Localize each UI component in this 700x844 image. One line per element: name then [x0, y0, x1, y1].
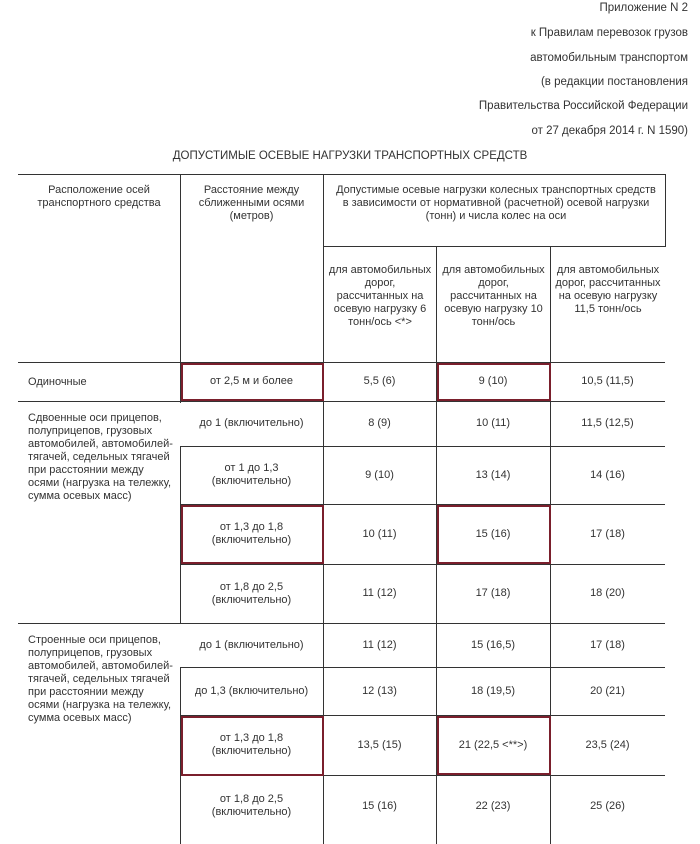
- col-header-allowed-loads: Допустимые осевые нагрузки колесных транспортных средств в зависимости от нормативной (расчетной) осевой нагрузки (тонн) и числа колес на оси: [336, 184, 656, 222]
- group-label-tridem: Строенные оси прицепов, полуприцепов, грузовых автомобилей, автомобилей-тягачей, седельных тягачей при расстоянии между осями (нагрузка на тележку, сумма осевых масс): [28, 634, 173, 724]
- distance-cell: до 1,3 (включительно): [194, 684, 309, 697]
- load-cell-6t: 11 (12): [362, 587, 397, 599]
- header-line-transport: автомобильным транспортом: [530, 52, 688, 64]
- load-cell-11-5t: 20 (21): [590, 684, 625, 697]
- load-cell-6t: 13,5 (15): [357, 738, 402, 751]
- distance-cell: от 1,3 до 1,8 (включительно): [211, 521, 292, 546]
- subheader-11-5t: для автомобильных дорог, рассчитанных на осевую нагрузку 11,5 тонн/ось: [555, 264, 661, 315]
- load-cell-11-5t: 23,5 (24): [585, 738, 630, 751]
- load-cell-6t: 9 (10): [365, 468, 394, 481]
- group-label-tandem: Сдвоенные оси прицепов, полуприцепов, грузовых автомобилей, автомобилей-тягачей, седельных тягачей при расстоянии между осями (нагрузка на тележку, сумма осевых масс): [28, 412, 173, 502]
- distance-cell: от 2,5 м и более: [210, 375, 293, 387]
- load-cell-11-5t: 25 (26): [590, 799, 625, 812]
- load-cell-11-5t: 17 (18): [590, 638, 625, 651]
- subheader-6t: для автомобильных дорог, рассчитанных на осевую нагрузку 6 тонн/ось <*>: [328, 264, 432, 328]
- load-cell-10t: 15 (16,5): [470, 638, 516, 651]
- load-cell-10t: 21 (22,5 <**>): [458, 738, 528, 751]
- load-cell-11-5t: 14 (16): [590, 468, 625, 481]
- load-cell-10t: 22 (23): [475, 799, 511, 812]
- distance-cell: от 1,3 до 1,8 (включительно): [211, 732, 292, 757]
- header-line-government: Правительства Российской Федерации: [478, 100, 688, 112]
- page-title: ДОПУСТИМЫЕ ОСЕВЫЕ НАГРУЗКИ ТРАНСПОРТНЫХ СРЕДСТВ: [172, 150, 528, 162]
- load-cell-11-5t: 10,5 (11,5): [581, 375, 634, 387]
- distance-cell: от 1,8 до 2,5 (включительно): [211, 793, 292, 818]
- load-cell-10t: 10 (11): [475, 417, 511, 429]
- header-line-date: от 27 декабря 2014 г. N 1590): [531, 125, 688, 137]
- load-cell-6t: 5,5 (6): [363, 375, 396, 387]
- load-cell-6t: 10 (11): [362, 527, 397, 540]
- highlight-box: [181, 505, 324, 564]
- load-cell-10t: 15 (16): [475, 527, 511, 540]
- highlight-box: [437, 505, 551, 564]
- col-header-axle-arrangement: Расположение осей транспортного средства: [37, 184, 161, 209]
- highlight-box: [181, 716, 324, 776]
- col-header-distance: Расстояние между сближенными осями (метров): [198, 184, 305, 222]
- load-cell-6t: 12 (13): [362, 684, 397, 697]
- header-line-appendix: Приложение N 2: [599, 2, 688, 14]
- load-cell-11-5t: 18 (20): [590, 587, 625, 599]
- load-cell-10t: 13 (14): [475, 468, 511, 481]
- highlight-box: [437, 363, 551, 401]
- header-line-rules: к Правилам перевозок грузов: [530, 27, 688, 39]
- distance-cell: от 1,8 до 2,5 (включительно): [211, 580, 292, 606]
- distance-cell: до 1 (включительно): [199, 638, 304, 651]
- load-cell-6t: 8 (9): [368, 417, 391, 429]
- highlight-box: [181, 363, 324, 401]
- load-cell-10t: 17 (18): [475, 587, 511, 599]
- load-cell-6t: 11 (12): [362, 638, 397, 651]
- group-label-single: Одиночные: [28, 375, 87, 388]
- load-cell-10t: 9 (10): [478, 375, 508, 387]
- load-cell-11-5t: 17 (18): [590, 527, 625, 540]
- subheader-10t: для автомобильных дорог, рассчитанных на осевую нагрузку 10 тонн/ось: [442, 264, 545, 328]
- header-line-edition: (в редакции постановления: [540, 76, 688, 88]
- distance-cell: от 1 до 1,3 (включительно): [211, 462, 292, 487]
- load-cell-10t: 18 (19,5): [470, 684, 516, 697]
- load-cell-11-5t: 11,5 (12,5): [581, 417, 634, 429]
- highlight-box: [437, 716, 551, 775]
- load-cell-6t: 15 (16): [362, 799, 397, 812]
- distance-cell: до 1 (включительно): [199, 417, 304, 429]
